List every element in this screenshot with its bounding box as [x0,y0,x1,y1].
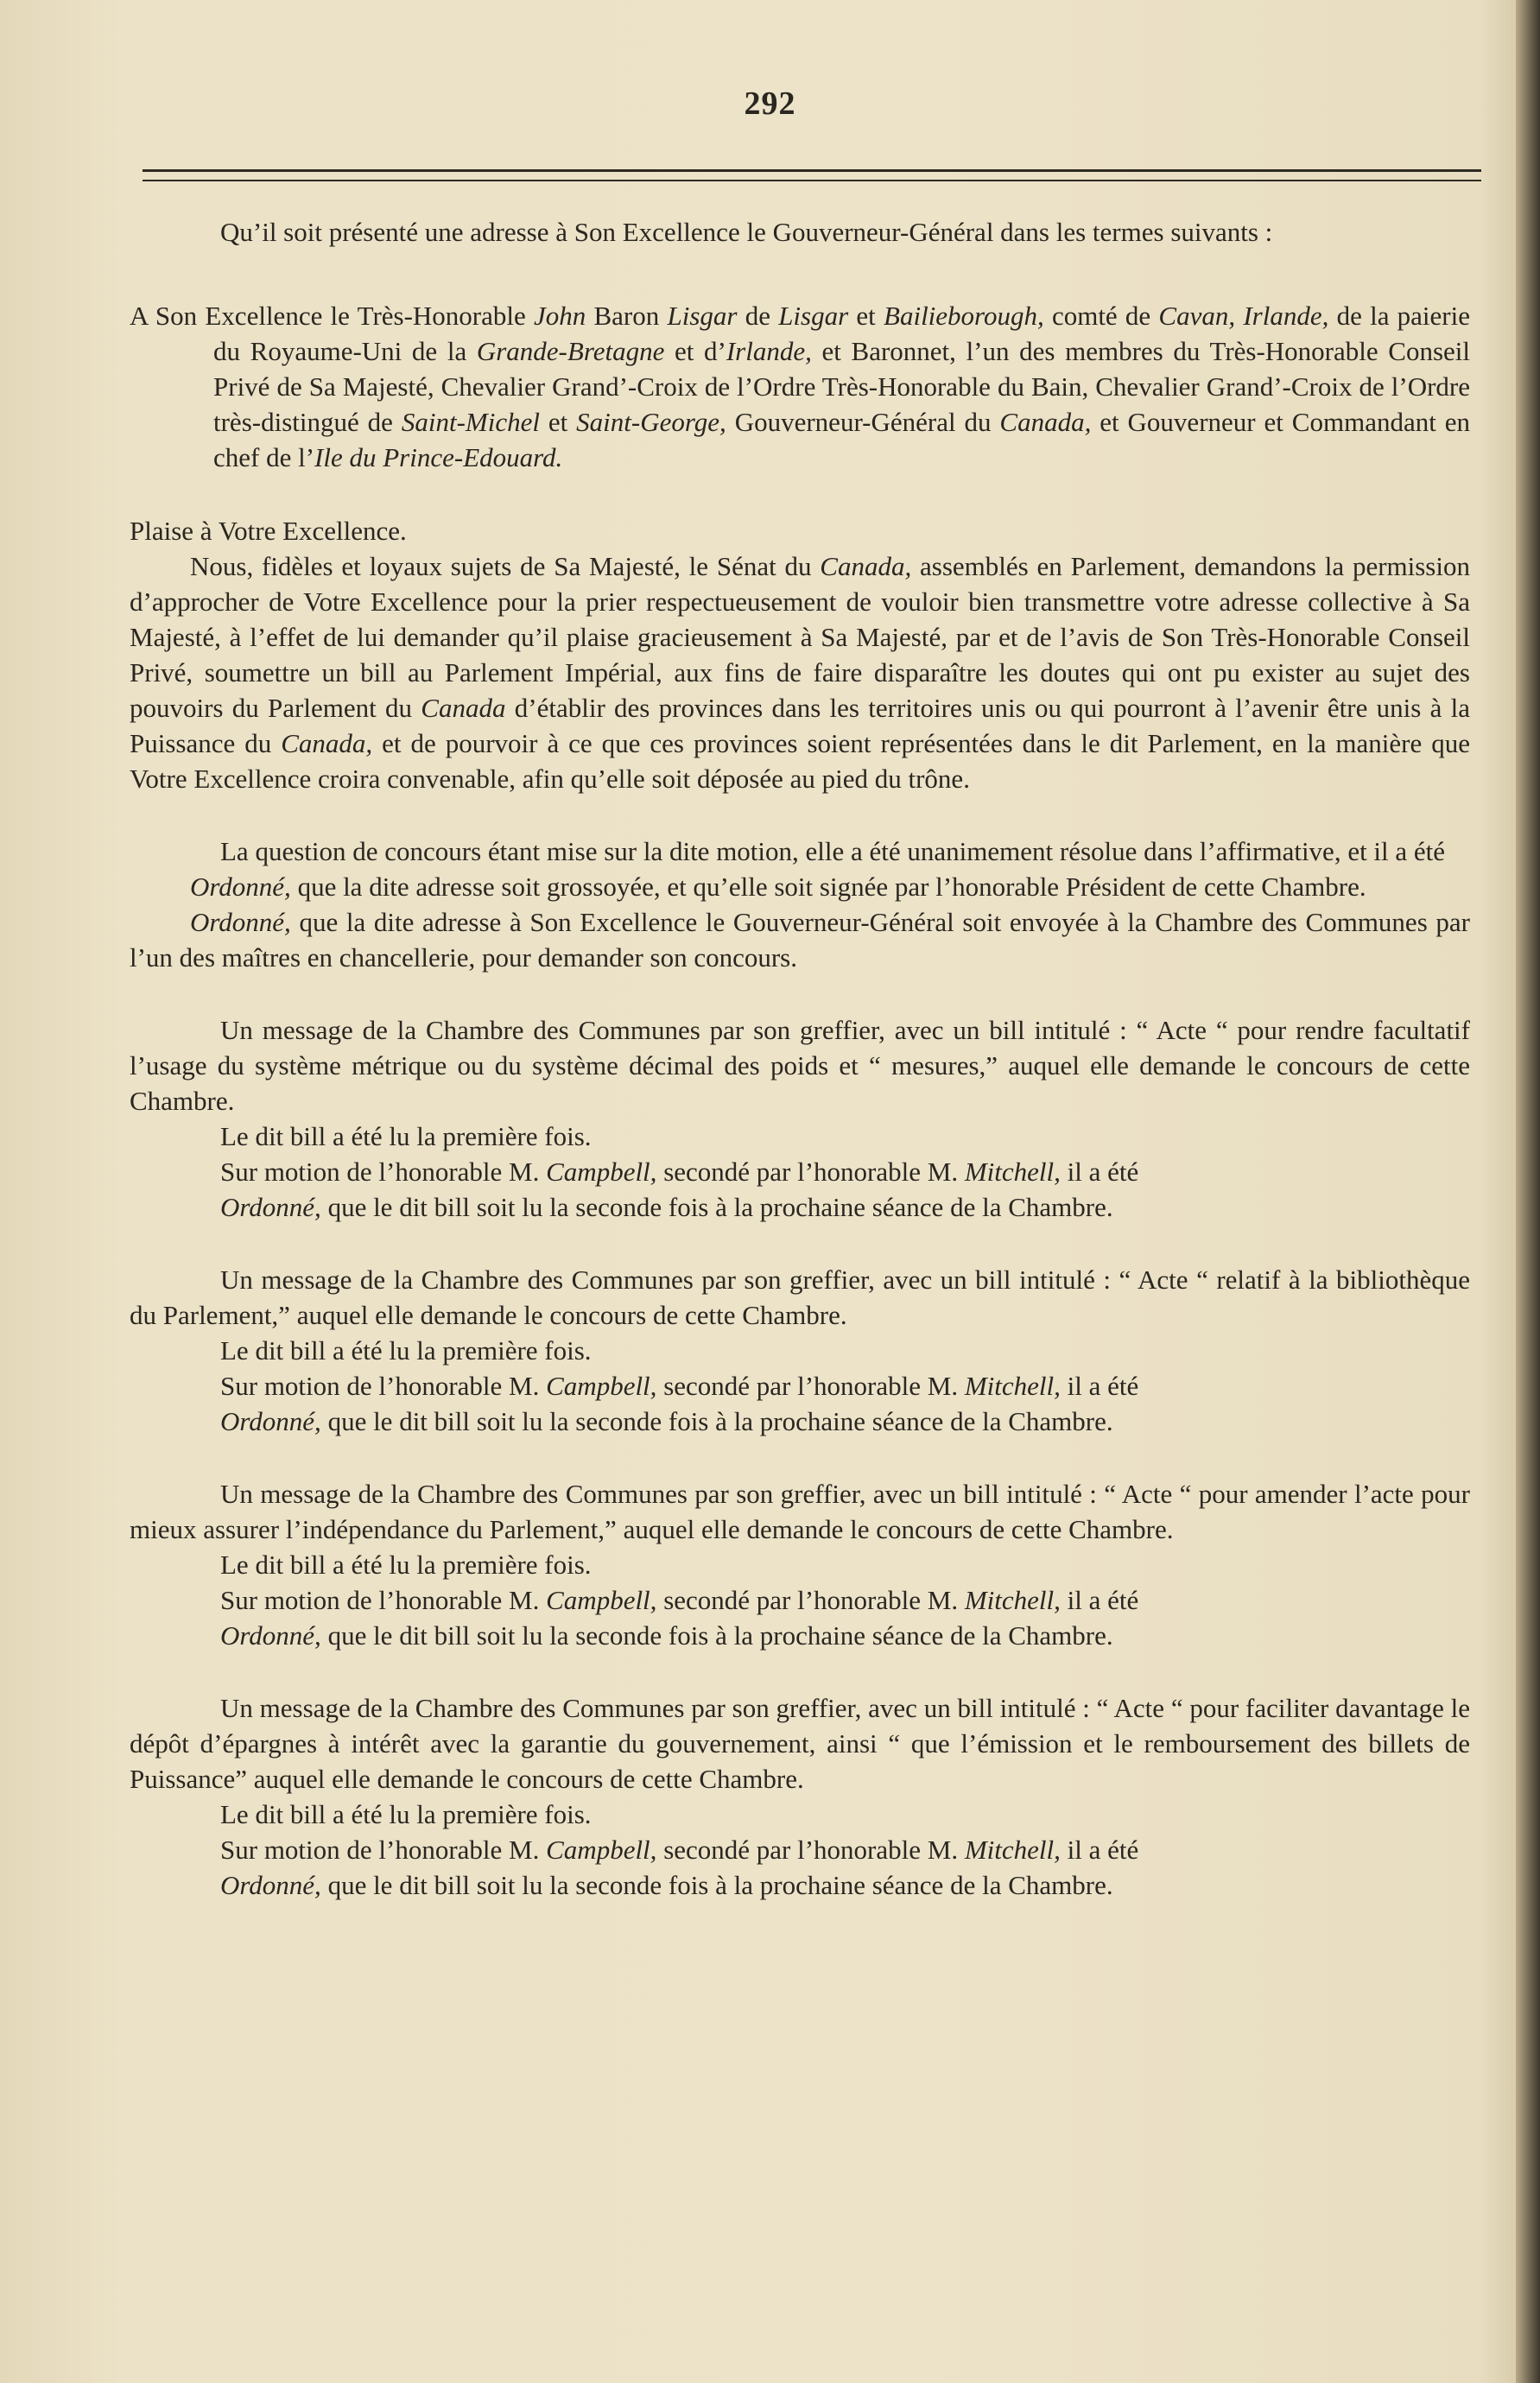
paragraph [130,1690,1470,1797]
paragraph [130,1189,1470,1225]
text-run: que le dit bill soit lu la seconde fois à la prochaine séance de la Chambre. [320,1192,1113,1222]
text-run: il a été [1060,1585,1139,1615]
text-run: que la dite adresse à Son Excellence le Gouverneur-Général soit envoyée à la Chambre des Communes par l’un des maîtres en chancellerie, pour demander son concours. [130,907,1470,973]
text-run: Gouverneur-Général du [726,407,1000,437]
italic-text: Ordonné, [220,1406,321,1436]
italic-text: Campbell, [546,1157,657,1187]
italic-text: Canada, [281,728,373,758]
paragraph [130,1404,1470,1439]
paragraph [130,1476,1470,1547]
text-run: Le dit bill a été lu la première fois. [220,1335,592,1366]
paragraph [130,1832,1470,1867]
italic-text: Mitchell, [964,1157,1061,1187]
header-rule [143,169,1481,172]
text-run: de [737,301,779,331]
text-run: et d’ [664,336,726,366]
text-run: comté de [1043,301,1159,331]
italic-text: Mitchell, [964,1585,1061,1615]
italic-text: Lisgar [667,301,738,331]
italic-text: Mitchell, [964,1835,1061,1865]
text-run: d’établir des provinces dans les territoires unis ou qui pourront à l’avenir être unis à la Puissance du [130,693,1470,758]
text-run: Sur motion de l’honorable M. [220,1835,547,1865]
italic-text: Campbell, [546,1585,657,1615]
italic-text: John [534,301,586,331]
text-run: et Baronnet, l’un des membres du Très-Honorable Conseil Privé de Sa Majesté, Chevalier Grand’-Croix de l’Ordre Très-Honorable du Bain, Chevalier Grand’-Croix de l’Ordre très-distingué de [213,336,1471,437]
italic-text: Canada, [999,407,1092,437]
paragraph [130,1867,1470,1903]
italic-text: Ordonné, [220,1620,321,1651]
text-run: Un message de la Chambre des Communes par son greffier, avec un bill intitulé : “ Acte “ pour faciliter davantage le dépôt d’épargnes à intérêt avec la garantie du gouvernement, ainsi “ que l’émission et le remboursement des billets de Puissance” auquel elle demande le concours de cette Chambre. [130,1693,1470,1794]
text-run: secondé par l’honorable M. [656,1371,965,1401]
text-run: Sur motion de l’honorable M. [220,1157,547,1187]
paragraph [130,904,1470,975]
text-run: et de pourvoir à ce que ces provinces soient représentées dans le dit Parlement, en la manière que Votre Excellence croira convenable, afin qu’elle soit déposée au pied du trône. [130,728,1470,794]
paragraph [130,1618,1470,1653]
text-run: secondé par l’honorable M. [656,1835,965,1865]
text-run: Le dit bill a été lu la première fois. [220,1799,592,1829]
italic-text: Cavan, Irlande, [1158,301,1329,331]
text-run: secondé par l’honorable M. [656,1157,965,1187]
italic-text: Grande-Bretagne [476,336,665,366]
text-run: Plaise à Votre Excellence. [130,516,407,546]
paragraph [130,513,1470,548]
page-number: 292 [744,86,796,122]
paragraph [130,1582,1470,1618]
text-run: Un message de la Chambre des Communes par son greffier, avec un bill intitulé : “ Acte “ pour amender l’acte pour mieux assurer l’indépendance du Parlement,” auquel elle demande le concours de cette Chambre. [130,1479,1470,1544]
text-run: et [539,407,577,437]
document-body [130,214,1470,1903]
italic-text: Campbell, [546,1371,657,1401]
text-run: que le dit bill soit lu la seconde fois à la prochaine séance de la Chambre. [320,1406,1113,1436]
paragraph [130,1333,1470,1368]
paragraph [130,1119,1470,1154]
paragraph [130,1368,1470,1404]
paragraph [130,869,1470,904]
text-run: Un message de la Chambre des Communes par son greffier, avec un bill intitulé : “ Acte “ relatif à la bibliothèque du Parlement,” auquel elle demande le concours de cette Chambre. [130,1264,1470,1330]
text-run: que le dit bill soit lu la seconde fois à la prochaine séance de la Chambre. [320,1620,1113,1651]
italic-text: Mitchell, [964,1371,1061,1401]
text-run: il a été [1060,1371,1139,1401]
italic-text: Bailieborough, [884,301,1044,331]
text-run: que la dite adresse soit grossoyée, et qu’elle soit signée par l’honorable Président de cette Chambre. [290,871,1366,902]
paragraph [130,1154,1470,1189]
text-run: Le dit bill a été lu la première fois. [220,1121,592,1151]
italic-text: Ordonné, [220,1870,321,1900]
text-run: de la paierie du Royaume-Uni de la [213,301,1471,366]
text-run: et [848,301,884,331]
text-run: Sur motion de l’honorable M. [220,1585,547,1615]
italic-text: Ile du Prince-Edouard. [314,442,563,472]
paragraph [130,1012,1470,1119]
text-run: Nous, fidèles et loyaux sujets de Sa Majesté, le Sénat du [190,551,821,581]
italic-text: Saint-Michel [401,407,540,437]
italic-text: Saint-George, [576,407,726,437]
paragraph [130,833,1470,869]
italic-text: Canada, [820,551,912,581]
text-run: A Son Excellence le Très-Honorable [130,301,534,331]
text-run: secondé par l’honorable M. [656,1585,965,1615]
paragraph [130,1547,1470,1582]
italic-text: Ordonné, [190,871,291,902]
text-run: Baron [586,301,668,331]
paragraph [130,1797,1470,1832]
text-run: Un message de la Chambre des Communes par son greffier, avec un bill intitulé : “ Acte “ pour rendre facultatif l’usage du système métrique ou du système décimal des poids et “ mesures,” auquel elle demande le concours de cette Chambre. [130,1015,1470,1116]
text-run: La question de concours étant mise sur la dite motion, elle a été unanimement résolue dans l’affirmative, et il a été [220,836,1446,866]
text-run: Sur motion de l’honorable M. [220,1371,547,1401]
italic-text: Irlande, [726,336,812,366]
paragraph [130,298,1470,475]
text-run: assemblés en Parlement, demandons la permission d’approcher de Votre Excellence pour la prier respectueusement de vouloir bien transmettre votre adresse collective à Sa Majesté, à l’effet de lui demander qu’il plaise gracieusement à Sa Majesté, par et de l’avis de Son Très-Honorable Conseil Privé, soumettre un bill au Parlement Impérial, aux fins de faire disparaître les doutes qui ont pu exister au sujet des pouvoirs du Parlement du [130,551,1470,723]
paragraph [130,548,1470,796]
text-run: il a été [1060,1835,1139,1865]
text-run: Le dit bill a été lu la première fois. [220,1550,592,1580]
text-run: Qu’il soit présenté une adresse à Son Excellence le Gouverneur-Général dans les termes suivants : [220,217,1273,247]
paragraph [130,1262,1470,1333]
text-run: que le dit bill soit lu la seconde fois à la prochaine séance de la Chambre. [320,1870,1113,1900]
italic-text: Campbell, [546,1835,657,1865]
italic-text: Lisgar [778,301,849,331]
italic-text: Ordonné, [190,907,291,937]
text-run: il a été [1060,1157,1139,1187]
text-run: et Gouverneur et Commandant en chef de l’ [213,407,1471,472]
italic-text: Ordonné, [220,1192,321,1222]
paragraph [130,214,1470,250]
book-spine-edge [1516,0,1540,2383]
header-rule-thin [143,180,1481,181]
italic-text: Canada [421,693,506,723]
